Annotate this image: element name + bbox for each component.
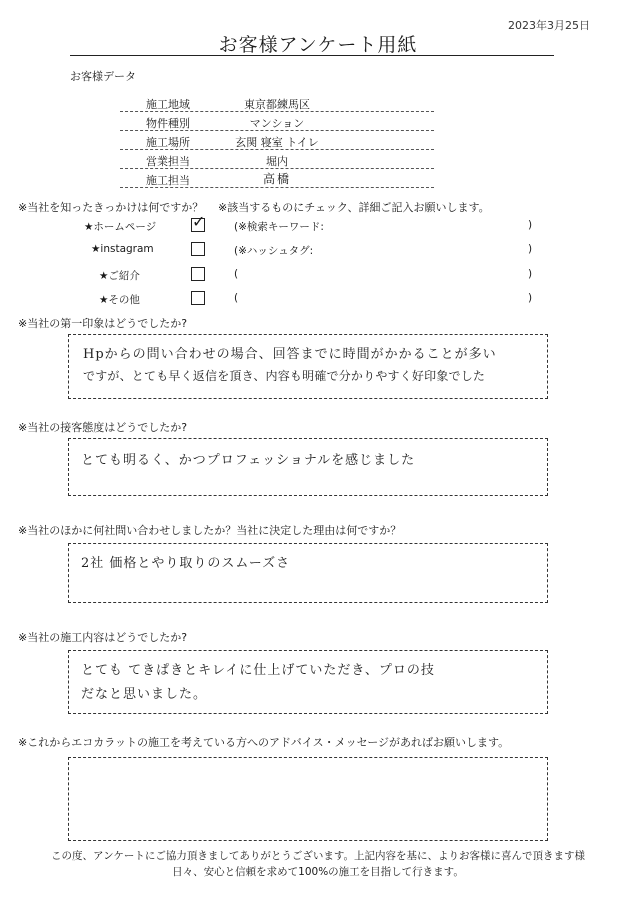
detail-close-paren: ) <box>528 292 533 304</box>
info-value: 堀内 <box>266 155 288 168</box>
option-label-referral: ★ご紹介 <box>99 270 140 282</box>
question-service-attitude: ※当社の接客態度はどうでしたか? <box>18 421 188 434</box>
survey-date: 2023年3月25日 <box>508 19 590 32</box>
handwritten-answer-line: とても明るく、かつプロフェッショナルを感じました <box>81 453 416 468</box>
answer-box-construction-quality[interactable] <box>68 650 548 714</box>
handwritten-answer-line: 2社 価格とやり取りのスムーズさ <box>81 556 291 571</box>
info-row-sales-rep <box>120 150 434 169</box>
checkbox-instagram[interactable] <box>191 242 205 256</box>
detail-other: ( <box>234 292 239 304</box>
check-mark-icon: ✓ <box>192 212 206 231</box>
detail-close-paren: ) <box>528 268 533 280</box>
detail-search-keyword: (※検索キーワード: <box>234 221 324 233</box>
question-other-companies: ※当社のほかに何社問い合わせしましたか？当社に決定した理由は何ですか？ <box>18 524 402 537</box>
footer-thanks-line2: 日々、安心と信頼を求めて100%の施工を目指して行きます。 <box>172 866 464 878</box>
answer-box-advice-message[interactable] <box>68 757 548 841</box>
info-row-location <box>120 131 434 150</box>
option-label-homepage: ★ホームページ <box>84 221 157 233</box>
info-label: 施工場所 <box>146 136 190 149</box>
handwritten-answer-line: だなと思いました。 <box>81 687 208 702</box>
answer-box-other-companies[interactable] <box>68 543 548 603</box>
info-value: 玄関 寝室 トイレ <box>235 136 319 149</box>
info-row-property-type <box>120 112 434 131</box>
info-row-area <box>120 93 434 112</box>
info-label: 物件種別 <box>146 117 190 130</box>
checkbox-other[interactable] <box>191 291 205 305</box>
option-label-instagram: ★instagram <box>91 243 154 255</box>
detail-close-paren: ) <box>528 219 533 231</box>
handwritten-answer-line: とても てきぱきとキレイに仕上げていただき、プロの技 <box>81 663 435 678</box>
customer-data-label: お客様データ <box>70 70 136 83</box>
question-first-impression: ※当社の第一印象はどうでしたか? <box>18 317 188 330</box>
answer-box-service-attitude[interactable] <box>68 438 548 496</box>
checkbox-referral[interactable] <box>191 267 205 281</box>
question-how-found: ※当社を知ったきっかけは何ですか？ <box>18 201 204 214</box>
checkbox-homepage[interactable] <box>191 212 206 232</box>
info-value: 東京都練馬区 <box>244 98 310 111</box>
detail-hashtag: (※ハッシュタグ: <box>234 245 314 257</box>
handwritten-answer-line: ですが、とても早く返信を頂き、内容も明確で分かりやすく好印象でした <box>83 369 486 383</box>
detail-close-paren: ) <box>528 243 533 255</box>
page-title: お客様アンケート用紙 <box>218 34 418 56</box>
handwritten-answer-line: Hpからの問い合わせの場合、回答までに時間がかかることが多い <box>83 347 497 362</box>
info-label: 施工地域 <box>146 98 190 111</box>
detail-referral: ( <box>234 268 239 280</box>
question-instruction: ※該当するものにチェック、詳細ご記入お願いします。 <box>218 201 490 214</box>
info-label: 営業担当 <box>146 155 190 168</box>
question-advice-message: ※これからエコカラットの施工を考えている方へのアドバイス・メッセージがあればお願いします。 <box>18 736 510 749</box>
footer-thanks-line1: この度、アンケートにご協力頂きましてありがとうございます。上記内容を基に、よりお客様に喜んで頂きます様 <box>50 850 586 862</box>
info-label: 施工担当 <box>146 174 190 187</box>
info-row-installer <box>120 169 434 188</box>
info-value-handwritten: 高橋 <box>262 172 291 186</box>
title-underline <box>70 55 554 56</box>
question-construction-quality: ※当社の施工内容はどうでしたか? <box>18 631 188 644</box>
option-label-other: ★その他 <box>99 294 140 306</box>
answer-box-first-impression[interactable] <box>68 334 548 399</box>
info-value: マンション <box>249 117 305 130</box>
